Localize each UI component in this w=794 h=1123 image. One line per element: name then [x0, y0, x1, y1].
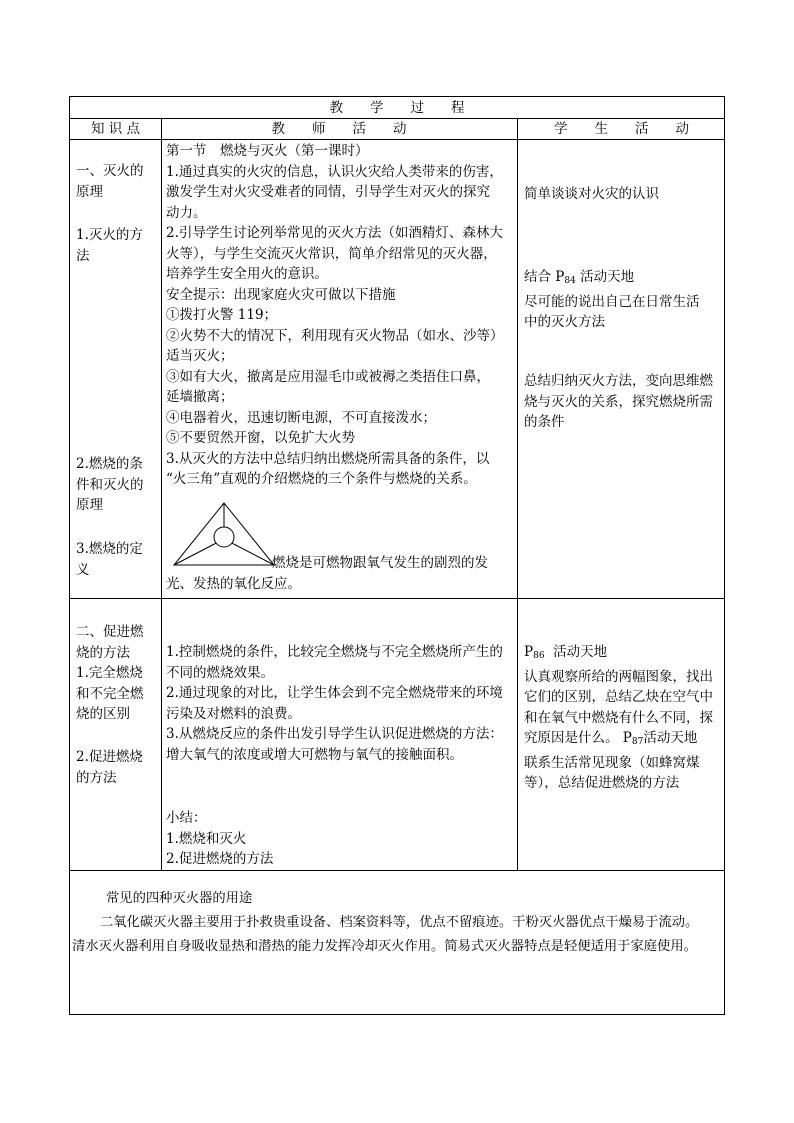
knowledge-line: 件和灭火的 — [76, 476, 144, 493]
page-ref: 84 — [564, 276, 576, 286]
knowledge-line: 的方法 — [76, 769, 117, 786]
student-line: 简单谈谈对火灾的认识 — [524, 186, 659, 202]
teacher-line: 动力。 — [166, 204, 207, 221]
student-text: 结合 P — [524, 269, 565, 285]
student-activity-2 — [524, 267, 724, 333]
lesson-table — [69, 96, 725, 1015]
knowledge-line: 2.燃烧的条 — [76, 456, 143, 472]
student-activity-4 — [524, 642, 724, 794]
teacher-summary — [166, 808, 516, 870]
teacher-line: ①拨打火警 119； — [166, 307, 278, 323]
student-line: 联系生活常见现象（如蜂窝煤 — [524, 754, 700, 771]
teacher-line: 1.控制燃烧的条件，比较完全燃烧与不完全燃烧所产生的 — [166, 644, 503, 660]
student-line: 总结归纳灭火方法，变向思维燃 — [524, 373, 713, 389]
student-line — [524, 728, 724, 753]
notes-line: 二氧化碳灭火器主要用于扑救贵重设备、档案资料等，优点不留痕迹。干粉灭火器优点干燥易于流动。 — [100, 915, 699, 930]
table-title: 教 学 过 程 — [329, 100, 465, 116]
student-activity-3 — [524, 371, 724, 433]
notes-line: 清水灭火器利用自身吸收显热和潜热的能力发挥冷却灭火作用。简易式灭火器特点是轻便适用于家庭使用。 — [72, 939, 697, 954]
teacher-line: 1.通过真实的火灾的信息，认识火灾给人类带来的伤害， — [166, 163, 503, 180]
knowledge-line: 2.促进燃烧 — [76, 749, 143, 765]
knowledge-cell-1 — [76, 161, 160, 202]
header-teacher: 教 师 活 动 — [271, 121, 407, 137]
student-line: 它们的区别，总结乙炔在空气中 — [524, 689, 713, 705]
notes-heading: 常见的四种灭火器的用途 — [106, 891, 253, 906]
student-text: 活动天地 — [575, 269, 635, 285]
knowledge-cell-4 — [76, 539, 160, 580]
knowledge-line: 3.燃烧的定 — [76, 541, 143, 557]
student-activity-1 — [524, 184, 724, 205]
header-student: 学 生 活 动 — [554, 121, 689, 137]
student-text: 活动天地 — [544, 644, 608, 660]
teacher-line: ⑤不要贸然开窗，以免扩大火势 — [166, 430, 355, 446]
student-line: 尽可能的说出自己在日常生活 — [524, 293, 700, 310]
knowledge-cell-2 — [76, 225, 160, 266]
teacher-line: 2.促进燃烧的方法 — [166, 851, 274, 867]
teacher-line: 培养学生安全用火的意识。 — [166, 266, 328, 282]
knowledge-cell-5 — [76, 622, 160, 725]
notes-cell — [72, 887, 724, 959]
knowledge-line: 1.完全燃烧 — [76, 665, 143, 681]
column-rule — [161, 118, 162, 870]
teacher-line: 第一节 燃烧与灭火（第一课时） — [166, 143, 369, 159]
teacher-line: “火三角”直观的介绍燃烧的三个条件与燃烧的关系。 — [166, 471, 477, 487]
student-text: 活动天地 — [643, 730, 698, 746]
knowledge-line: 烧的区别 — [76, 706, 130, 722]
column-rule — [517, 118, 518, 870]
student-line: 烧与灭火的关系，探究燃烧所需 — [524, 393, 713, 410]
teacher-line: 2.引导学生讨论列举常见的灭火方法（如酒精灯、森林大 — [166, 225, 503, 241]
page-ref: 87 — [631, 737, 644, 747]
teacher-line: 火等），与学生交流灭火常识，简单介绍常见的灭火器， — [166, 245, 497, 262]
teacher-line: 2.通过现象的对比，让学生体会到不完全燃烧带来的环境 — [166, 685, 503, 701]
teacher-line: ②火势不大的情况下，利用现有灭火物品（如水、沙等） — [166, 327, 504, 344]
page-ref: 86 — [533, 651, 545, 661]
knowledge-line: 二、促进燃 — [76, 624, 144, 640]
header-knowledge: 知 识 点 — [90, 121, 141, 137]
teacher-line: 小结： — [166, 810, 207, 826]
table-rule — [70, 139, 724, 140]
triangle-center-circle — [214, 527, 234, 547]
teacher-activity-definition — [166, 553, 516, 594]
teacher-line: 增大氧气的浓度或增大可燃物与氧气的接触面积。 — [166, 746, 463, 763]
teacher-line: 3.从燃烧反应的条件出发引导学生认识促进燃烧的方法： — [166, 726, 503, 742]
table-rule — [70, 870, 724, 871]
student-text: 究原因是什么。 P — [524, 730, 632, 746]
teacher-line: 燃烧是可燃物跟氧气发生的剧烈的发 — [272, 555, 488, 571]
teacher-activity-2 — [166, 642, 516, 765]
teacher-line: ③如有大火，撤离是应用湿毛巾或被褥之类捂住口鼻， — [166, 368, 490, 385]
student-line: 的条件 — [524, 414, 565, 430]
teacher-line: 光、发热的氧化反应。 — [166, 575, 301, 592]
student-line: 等），总结促进燃烧的方法 — [524, 775, 680, 791]
student-line: 中的灭火方法 — [524, 314, 605, 330]
knowledge-line: 烧的方法 — [76, 644, 130, 661]
table-rule — [70, 598, 724, 599]
knowledge-cell-3 — [76, 454, 160, 516]
teacher-line: 安全提示：出现家庭火灾可做以下措施 — [166, 286, 396, 303]
knowledge-line: 原理 — [76, 497, 103, 513]
knowledge-line: 和不完全燃 — [76, 685, 144, 702]
student-text: P — [524, 644, 534, 660]
teacher-line: 激发学生对火灾受难者的同情，引导学生对灭火的探究 — [166, 184, 490, 200]
student-line: 认真观察所给的两幅图象，找出 — [524, 668, 713, 685]
knowledge-line: 1.灭火的方 — [76, 227, 143, 243]
knowledge-line: 原理 — [76, 183, 103, 200]
teacher-line: 适当灭火； — [166, 348, 234, 364]
teacher-line: 1.燃烧和灭火 — [166, 830, 247, 847]
knowledge-line: 法 — [76, 247, 90, 264]
teacher-line: 3.从灭火的方法中总结归纳出燃烧所需具备的条件，以 — [166, 450, 490, 467]
knowledge-line: 义 — [76, 561, 90, 578]
knowledge-line: 一、灭火的 — [76, 163, 144, 179]
student-line — [524, 642, 724, 667]
teacher-line: 不同的燃烧效果。 — [166, 664, 274, 681]
student-line — [524, 267, 724, 292]
teacher-line: 污染及对燃料的浪费。 — [166, 705, 301, 722]
knowledge-cell-6 — [76, 747, 160, 788]
teacher-line: ④电器着火，迅速切断电源，不可直接泼水； — [166, 409, 436, 426]
teacher-line: 延墙撤离； — [166, 389, 234, 405]
student-line: 和在氧气中燃烧有什么不同，探 — [524, 709, 713, 726]
teacher-activity-1 — [166, 141, 516, 490]
